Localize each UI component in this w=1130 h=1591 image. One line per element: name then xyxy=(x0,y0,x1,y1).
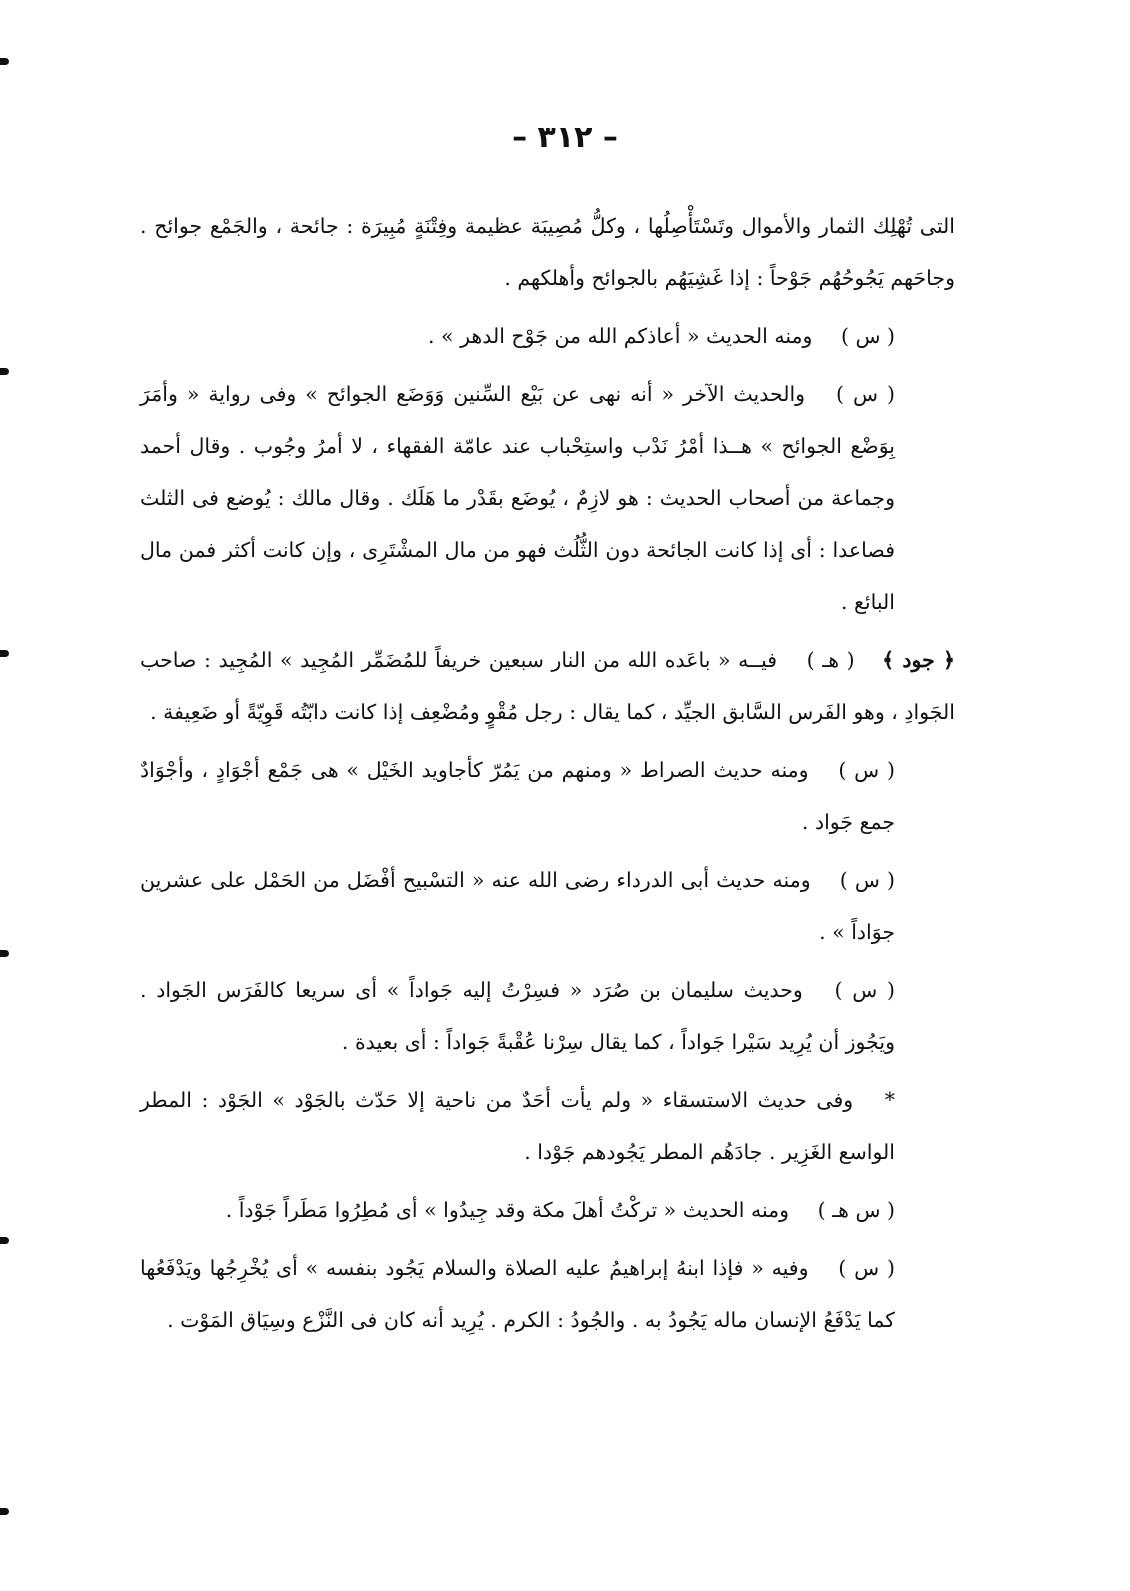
source-tag: ( س ) xyxy=(840,324,895,348)
source-tag: ( س هـ ) xyxy=(817,1198,895,1222)
paragraph xyxy=(140,744,955,848)
edge-mark xyxy=(0,1237,9,1244)
paragraph-text: وفى حديث الاستسقاء « ولم يأت أحَدٌ من ناحية إلا حَدّث بالجَوْد » الجَوْد : المطر الواسع الغَزِير . جادَهُم المطر يَجُودهم جَوْدا . xyxy=(140,1088,895,1164)
edge-mark xyxy=(0,1508,9,1515)
page-edge-marks xyxy=(0,0,14,1591)
paragraph-text: وحديث سليمان بن صُرَد « فسِرْتُ إليه جَواداً » أى سريعا كالفَرَس الجَواد . ويَجُوز أن يُرِيد سَيْرا جَواداً ، كما يقال سِرْنا عُقْبةً جَواداً : أى بعيدة . xyxy=(140,978,895,1054)
paragraph xyxy=(140,854,955,958)
paragraph-text: ومنه حديث الصراط « ومنهم من يَمُرّ كأجاويد الخَيْل » هى جَمْع أجْوَادٍ ، وأجْوَادٌ جمع جَواد . xyxy=(140,758,895,834)
edge-mark xyxy=(0,650,9,657)
edge-mark xyxy=(0,368,9,375)
paragraph-text: والحديث الآخر « أنه نهى عن بَيْع السِّنين وَوَضَع الجوائح » وفى رواية « وأمَرَ بِوَضْع الجوائح » هــذا أمْرُ نَدْب واستِحْباب عند عامّة الفقهاء ، لا أمرُ وجُوب . وقال أحمد وجماعة من أصحاب الحديث : هو لازِمٌ ، يُوضَع بقَدْر ما هَلَك . وقال مالك : يُوضع فى الثلث فصاعدا : أى إذا كانت الجائحة دون الثُّلُث فهو من مال المشْتَرِى ، وإن كانت أكثر فمن مال البائع . xyxy=(140,382,895,614)
paragraph xyxy=(140,1184,955,1236)
paragraph-text: ومنه الحديث « أعاذكم الله من جَوْح الدهر » . xyxy=(428,324,813,348)
paragraph-text: وفيه « فإذا ابنهُ إبراهيمُ عليه الصلاة والسلام يَجُود بنفسه » أى يُخْرِجُها ويَدْفَعُها كما يَدْفَعُ الإنسان ماله يَجُودُ به . والجُودُ : الكرم . يُرِيد أنه كان فى النَّزْع وسِيَاق المَوْت . xyxy=(140,1256,895,1332)
paragraph xyxy=(140,964,955,1068)
source-tag: ( س ) xyxy=(838,758,895,782)
source-tag: ( س ) xyxy=(838,1256,895,1280)
paragraph xyxy=(140,634,955,738)
paragraph-text: فيــه « باعَده الله من النار سبعين خريفاً للمُضَمِّر المُجِيد » المُجِيد : صاحب الجَوادِ ، وهو الفَرس السَّابق الجيِّد ، كما يقال : رجل مُقْوٍ ومُضْعِف إذا كانت دابّتُه قَوِيّةً أو ضَعِيفة . xyxy=(140,648,955,724)
entry-heading: ﴿ جود ﴾ xyxy=(882,648,955,672)
edge-mark xyxy=(0,950,9,957)
source-tag: ( س ) xyxy=(839,868,895,892)
paragraph-text: التى تُهْلِك الثمار والأموال وتَسْتَأْصِلُها ، وكلُّ مُصِيبَة عظيمة وفِتْنَةٍ مُبِيرَة : جائحة ، والجَمْع جوائح . وجاحَهم يَجُوحُهُم جَوْحاً : إذا غَشِيَهُم بالجوائح وأهلكهم . xyxy=(140,214,955,290)
paragraph xyxy=(140,1074,955,1178)
paragraph xyxy=(140,1242,955,1346)
source-tag: * xyxy=(884,1088,895,1112)
edge-mark xyxy=(0,58,9,65)
page-number: – ٣١٢ – xyxy=(512,120,618,155)
paragraph xyxy=(140,200,955,304)
source-tag: ( س ) xyxy=(834,978,895,1002)
page-body xyxy=(140,200,955,1352)
paragraph xyxy=(140,368,955,628)
source-tag: ( س ) xyxy=(836,382,895,406)
source-tag: ( هـ ) xyxy=(806,648,855,672)
paragraph xyxy=(140,310,955,362)
paragraph-text: ومنه الحديث « تركْتُ أهلَ مكة وقد جِيدُوا » أى مُطِرُوا مَطَراً جَوْداً . xyxy=(225,1198,790,1222)
paragraph-text: ومنه حديث أبى الدرداء رضى الله عنه « التسْبيح أفْضَل من الحَمْل على عشرين جوَاداً » . xyxy=(140,868,895,944)
